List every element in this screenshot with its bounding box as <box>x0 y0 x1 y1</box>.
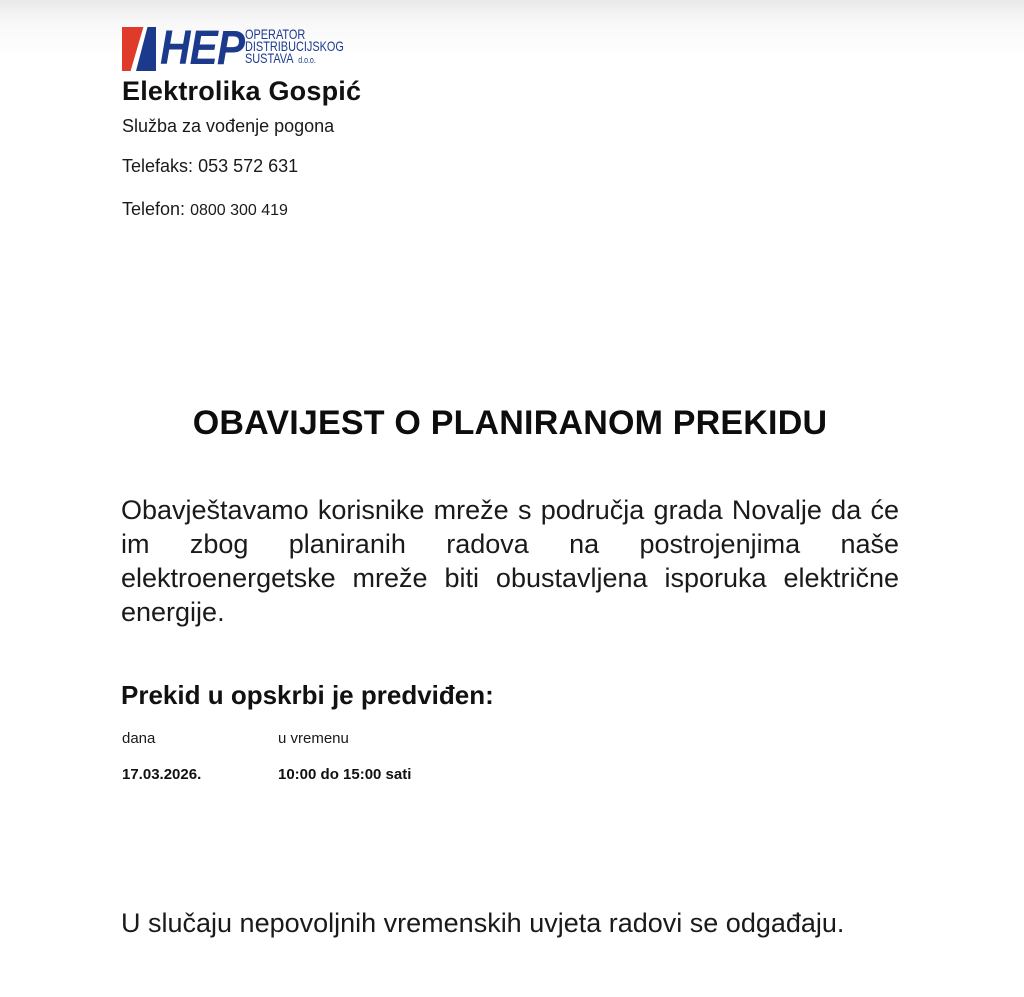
notice-intro: Obavještavamo korisnike mreže s područja grada Novalje da će im zbog planiranih radova na postrojenjima naše elektroenergetske mreže biti obustavljena isporuka električne energije. <box>121 495 899 627</box>
lightning-logo-icon <box>122 27 156 71</box>
schedule-heading: Prekid u opskrbi je predviđen: <box>121 680 494 710</box>
phone-number: 0800 300 419 <box>190 202 288 219</box>
phone-line <box>122 199 288 220</box>
fax-number: 053 572 631 <box>198 156 299 176</box>
department-name: Služba za vođenje pogona <box>122 116 335 136</box>
fax-line <box>122 156 298 177</box>
fax-label: Telefaks: <box>122 156 194 176</box>
logo-sub-line-3: SUSTAVA d.o.o. <box>245 50 316 66</box>
notice-title: OBAVIJEST O PLANIRANOM PREKIDU <box>192 404 828 442</box>
logo-subtitle <box>245 28 344 66</box>
time-label: u vremenu <box>278 730 349 747</box>
logo-sub-line-2: DISTRIBUCIJSKOG <box>245 38 344 54</box>
phone-label: Telefon: <box>122 199 186 219</box>
organization-name: Elektrolika Gospić <box>122 76 362 106</box>
logo-wordmark: HEP <box>160 22 245 75</box>
date-value: 17.03.2026. <box>122 766 202 783</box>
hep-logo <box>122 22 372 75</box>
time-value: 10:00 do 15:00 sati <box>278 766 412 783</box>
weather-note: U slučaju nepovoljnih vremenskih uvjeta radovi se odgađaju. <box>121 908 845 938</box>
logo-sub-line-1: OPERATOR <box>245 26 306 42</box>
date-label: dana <box>122 730 156 747</box>
